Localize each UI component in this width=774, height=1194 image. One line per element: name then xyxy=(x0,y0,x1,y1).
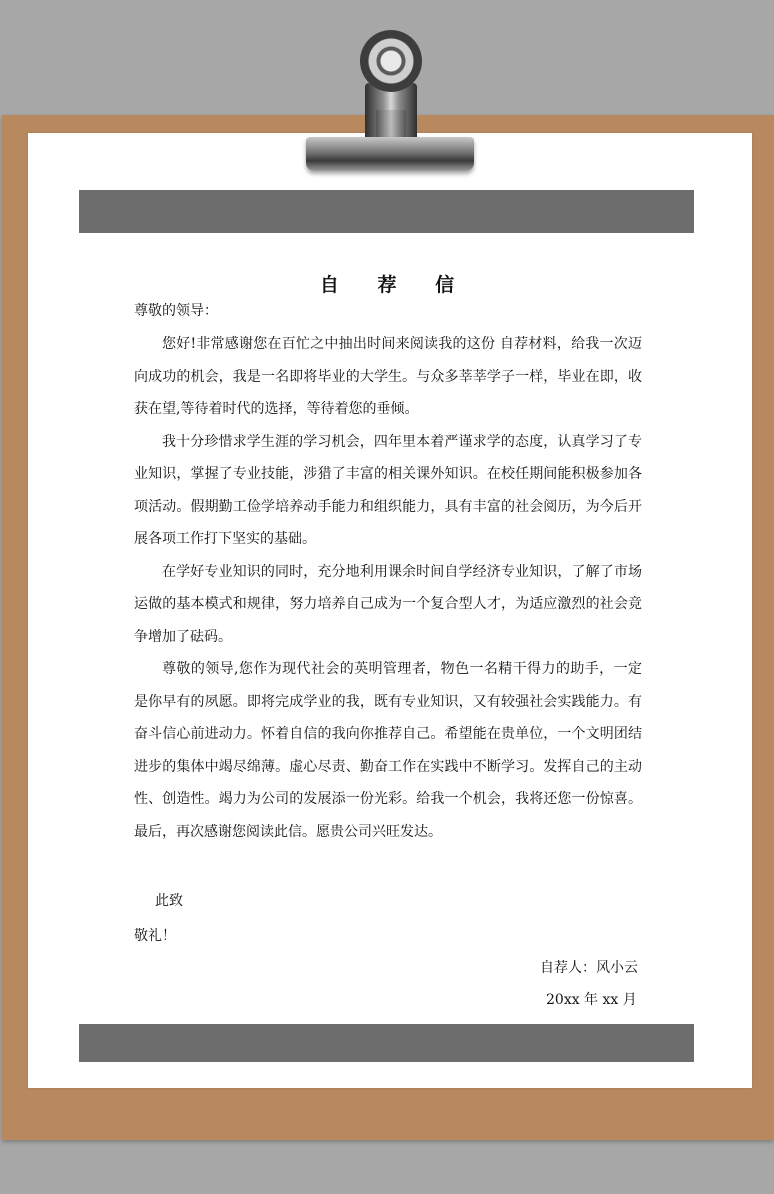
binder-clip-icon xyxy=(300,25,480,180)
header-band xyxy=(79,190,694,233)
paragraph: 我十分珍惜求学生涯的学习机会，四年里本着严谨求学的态度，认真学习了专业知识，掌握了专业技能，涉猎了丰富的相关课外知识。在校任期间能积极参加各项活动。假期勤工俭学培养动手能力和组织能力，具有丰富的社会阅历，为今后开展各项工作打下坚实的基础。 xyxy=(134,433,642,547)
paragraph: 您好!非常感谢您在百忙之中抽出时间来阅读我的这份 自荐材料，给我一次迈向成功的机会，我是一名即将毕业的大学生。与众多莘莘学子一样，毕业在即，收获在望,等待着时代的选择，等待着您的垂倾。 xyxy=(134,336,642,417)
paragraph: 尊敬的领导,您作为现代社会的英明管理者，物色一名精干得力的助手，一定是你早有的夙愿。即将完成学业的我，既有专业知识，又有较强社会实践能力。有奋斗信心前进动力。怀着自信的我向你推荐自己。希望能在贵单位，一个文明团结进步的集体中竭尽绵薄。虚心尽责、勤奋工作在实践中不断学习。发挥自己的主动性、创造性。竭力为公司的发展添一份光彩。给我一个机会，我将还您一份惊喜。最后，再次感谢您阅读此信。愿贵公司兴旺发达。 xyxy=(134,661,642,840)
footer-band xyxy=(79,1024,694,1062)
letter-title: 自 荐 信 xyxy=(319,274,471,296)
paragraph: 在学好专业知识的同时，充分地利用课余时间自学经济专业知识，了解了市场运做的基本模式和规律，努力培养自己成为一个复合型人才，为适应激烈的社会竞争增加了砝码。 xyxy=(134,563,642,645)
closing: 此致 xyxy=(155,893,183,909)
salutation: 尊敬的领导： xyxy=(134,303,218,319)
letter-body xyxy=(134,328,642,848)
signer: 自荐人：风小云 xyxy=(540,960,638,976)
regards: 敬礼！ xyxy=(134,928,176,944)
date: 20xx 年 xx 月 xyxy=(546,992,637,1008)
